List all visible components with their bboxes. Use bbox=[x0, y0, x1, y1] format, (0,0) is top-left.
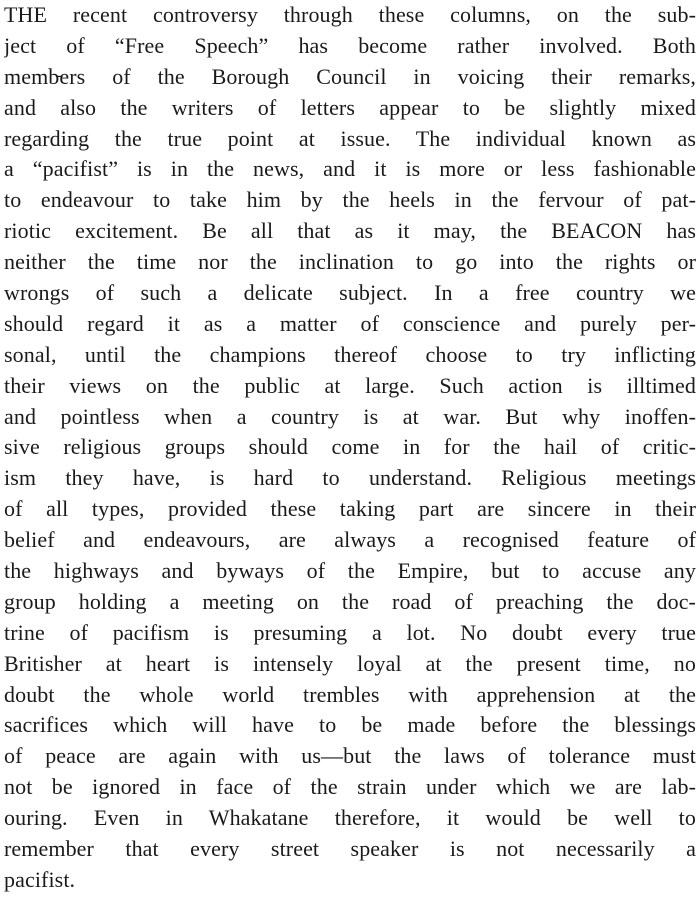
text-line: THE recent controversy through these columns, on the sub- bbox=[4, 2, 696, 27]
text-line: riotic excitement. Be all that as it may, the BEACON has bbox=[4, 218, 696, 244]
text-line: memb̵ers of the Borough Council in voicing their remarks, bbox=[4, 63, 696, 89]
text-line: belief and endeavours, are always a recognised feature of bbox=[4, 527, 696, 553]
text-line: sacrifices which will have to be made before the blessings bbox=[4, 712, 696, 738]
text-line: and also the writers of letters appear to be slightly mixed bbox=[4, 94, 696, 120]
text-line: ouring. Even in Whakatane therefore, it would be well to bbox=[4, 805, 696, 831]
text-line: their views on the public at large. Such action is illtimed bbox=[4, 372, 696, 398]
text-line: regarding the true point at issue. The individual known as bbox=[4, 125, 696, 151]
text-line: Britisher at heart is intensely loyal at the present time, no bbox=[4, 650, 696, 676]
text-line: trine of pacifism is presuming a lot. No doubt every true bbox=[4, 619, 696, 645]
text-line: ject of “Free Speech” has become rather involved. Both bbox=[4, 32, 696, 58]
text-line: a “pacifist” is in the news, and it is more or less fashionable bbox=[4, 156, 696, 182]
text-line: sive religious groups should come in for the hail of critic- bbox=[4, 434, 696, 460]
text-line: not be ignored in face of the strain under which we are lab- bbox=[4, 774, 696, 800]
text-line: and pointless when a country is at war. But why inoffen- bbox=[4, 403, 696, 429]
text-line: of all types, provided these taking part are sincere in their bbox=[4, 496, 696, 522]
text-line: pacifist. bbox=[4, 866, 76, 892]
text-line: doubt the whole world trembles with apprehension at the bbox=[4, 681, 696, 707]
text-line: remember that every street speaker is not necessarily a bbox=[4, 836, 696, 862]
text-line: group holding a meeting on the road of preaching the doc- bbox=[4, 588, 696, 614]
text-line: of peace are again with us—but the laws of tolerance must bbox=[4, 743, 696, 769]
article-text bbox=[4, 0, 696, 896]
text-line: to endeavour to take him by the heels in the fervour of pat- bbox=[4, 187, 696, 213]
text-line: ism they have, is hard to understand. Religious meetings bbox=[4, 465, 696, 491]
text-line: should regard it as a matter of conscience and purely per- bbox=[4, 310, 696, 336]
text-line: wrongs of such a delicate subject. In a free country we bbox=[4, 280, 696, 306]
text-line: neither the time nor the inclination to go into the rights or bbox=[4, 249, 696, 275]
text-line: the highways and byways of the Empire, but to accuse any bbox=[4, 558, 696, 584]
text-line: sonal, until the champions thereof choose to try inflicting bbox=[4, 341, 696, 367]
